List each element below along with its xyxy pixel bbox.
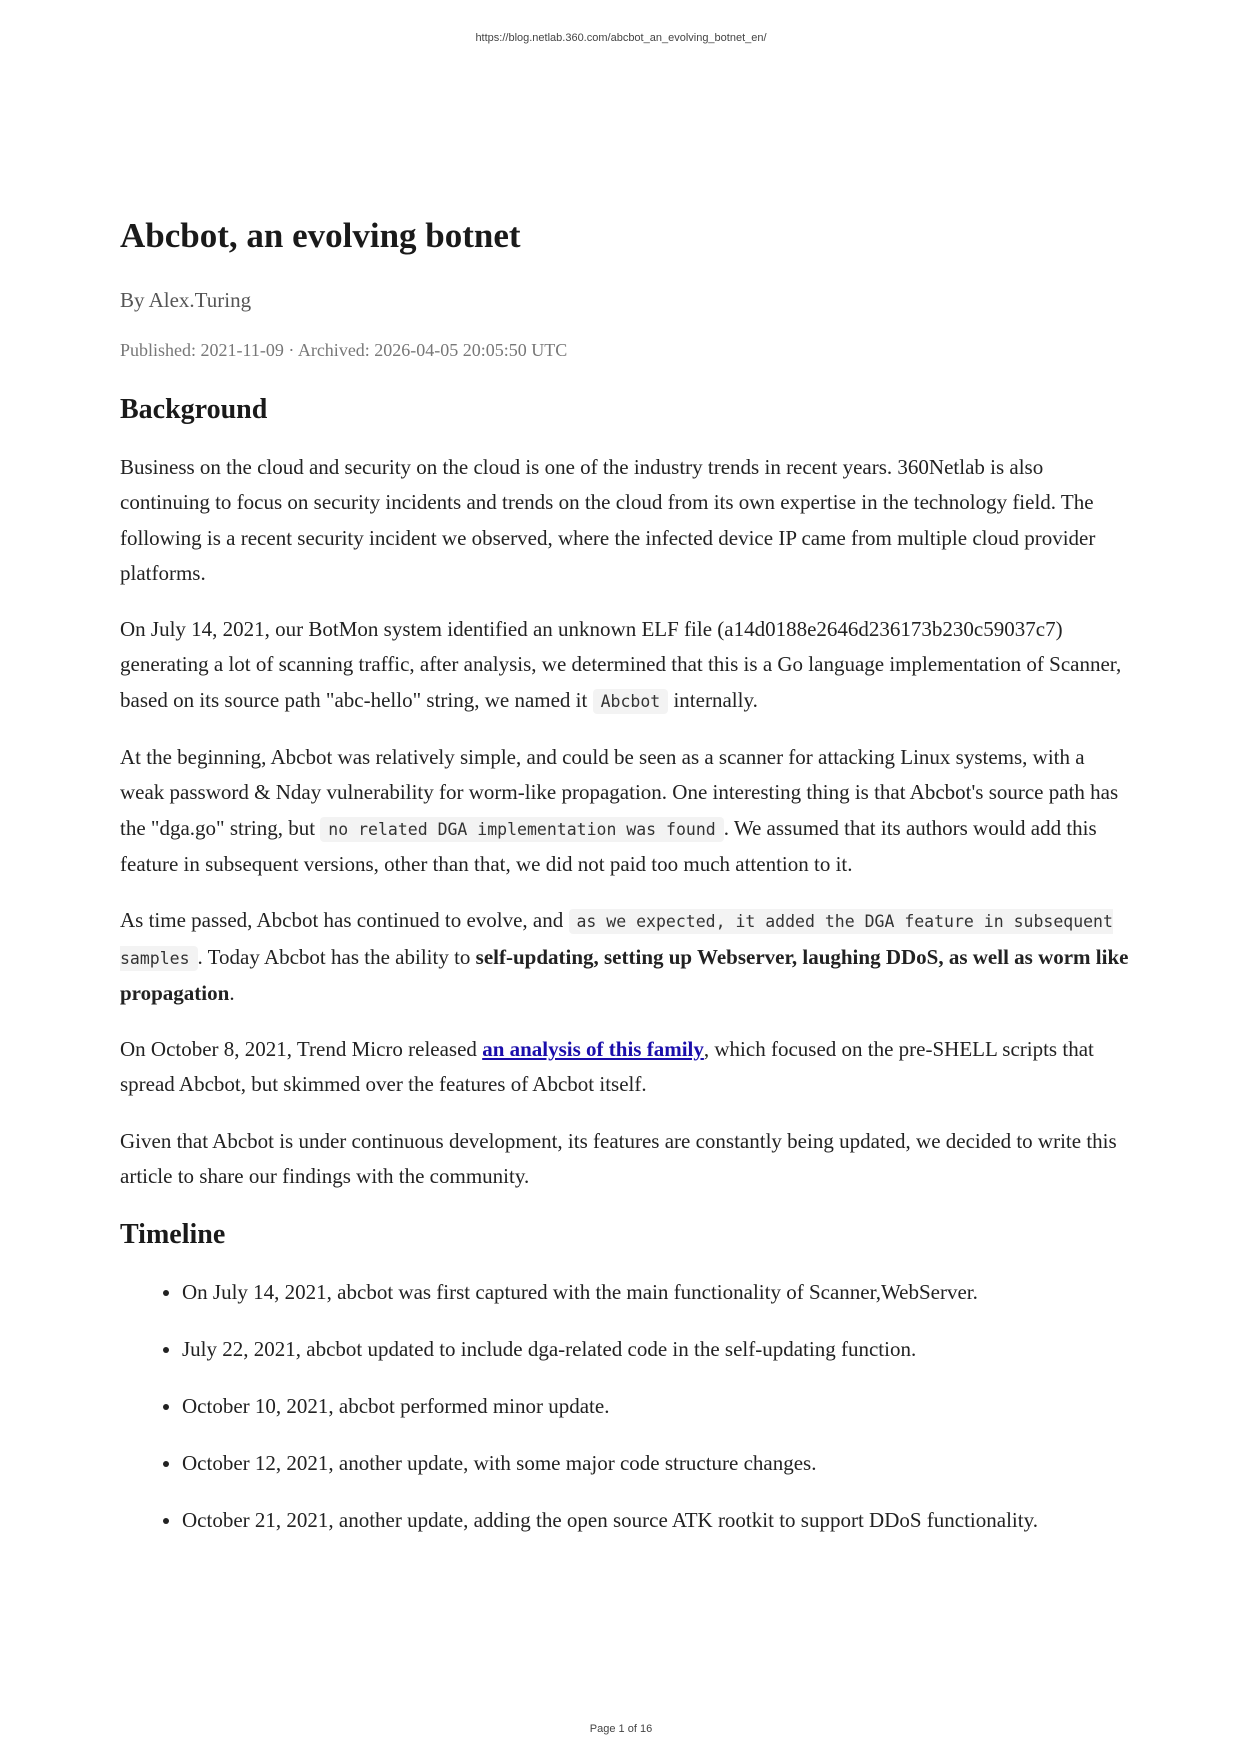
list-item: • October 12, 2021, another update, with some major code structure changes. (182, 1446, 1132, 1481)
timeline-list (120, 1275, 1132, 1538)
article-title: Abcbot, an evolving botnet (120, 216, 521, 255)
paragraph: Given that Abcbot is under continuous development, its features are constantly being updated, we decided to write this article to share our findings with the community. (120, 1128, 1117, 1189)
list-item: • July 22, 2021, abcbot updated to include dga-related code in the self-updating function. (182, 1332, 1132, 1367)
paragraph (120, 1032, 1132, 1103)
text: On October 8, 2021, Trend Micro released (120, 1037, 483, 1062)
inline-code: no related DGA implementation was found (320, 817, 723, 842)
heading-timeline: Timeline (120, 1219, 226, 1251)
text: At the beginning, Abcbot was relatively simple, and could be seen as a scanner for attacking Linux systems, with a weak password & Nday vulnerability for worm-like propagation. One interesting thing is that Abcbot's source path has the "dga.go" string, but (120, 745, 1119, 840)
paragraph (120, 612, 1132, 719)
text: internally. (668, 687, 758, 712)
paragraph: Business on the cloud and security on the cloud is one of the industry trends in recent years. 360Netlab is also continuing to focus on security incidents and trends on the cloud from its own expertise in the technology field. The following is a recent security incident we observed, where the infected device IP came from multiple cloud provider platforms. (120, 455, 1096, 585)
list-item: • On July 14, 2021, abcbot was first captured with the main functionality of Scanner,WebServer. (182, 1275, 1132, 1310)
text: . Today Abcbot has the ability to (197, 944, 476, 969)
list-item: • October 10, 2021, abcbot performed minor update. (182, 1389, 1132, 1424)
heading-background: Background (120, 394, 268, 425)
article (120, 212, 1132, 1560)
page-number: Page 1 of 16 (589, 1723, 653, 1735)
page-url: https://blog.netlab.360.com/abcbot_an_evolving_botnet_en/ (475, 32, 767, 44)
paragraph (120, 903, 1132, 1011)
list-item: • October 21, 2021, another update, adding the open source ATK rootkit to support DDoS functionality. (182, 1503, 1132, 1538)
paragraph (120, 740, 1132, 882)
bold-text: self-updating, setting up Webserver, laughing DDoS, as well as worm like propagation (120, 944, 1129, 1005)
publish-meta: Published: 2021-11-09 · Archived: 2026-04-05 20:05:50 UTC (120, 340, 568, 360)
text: As time passed, Abcbot has continued to evolve, and (120, 908, 569, 933)
text: . We assumed that its authors would add this feature in subsequent versions, other than that, we did not paid too much attention to it. (120, 815, 1097, 876)
byline: By Alex.Turing (120, 288, 252, 312)
inline-code: Abcbot (593, 689, 669, 714)
text: On July 14, 2021, our BotMon system identified an unknown ELF file (a14d0188e2646d236173b230c59037c7) generating a lot of scanning traffic, after analysis, we determined that this is a Go language implementation of Scanner, based on its source path "abc-hello" string, we named it (120, 617, 1122, 712)
text: , which focused on the pre-SHELL scripts that spread Abcbot, but skimmed over the features of Abcbot itself. (120, 1037, 1094, 1097)
trend-micro-analysis-link[interactable]: an analysis of this family (482, 1037, 704, 1062)
inline-code: as we expected, it added the DGA feature in subsequent samples (120, 909, 1113, 970)
text: . (229, 980, 235, 1005)
